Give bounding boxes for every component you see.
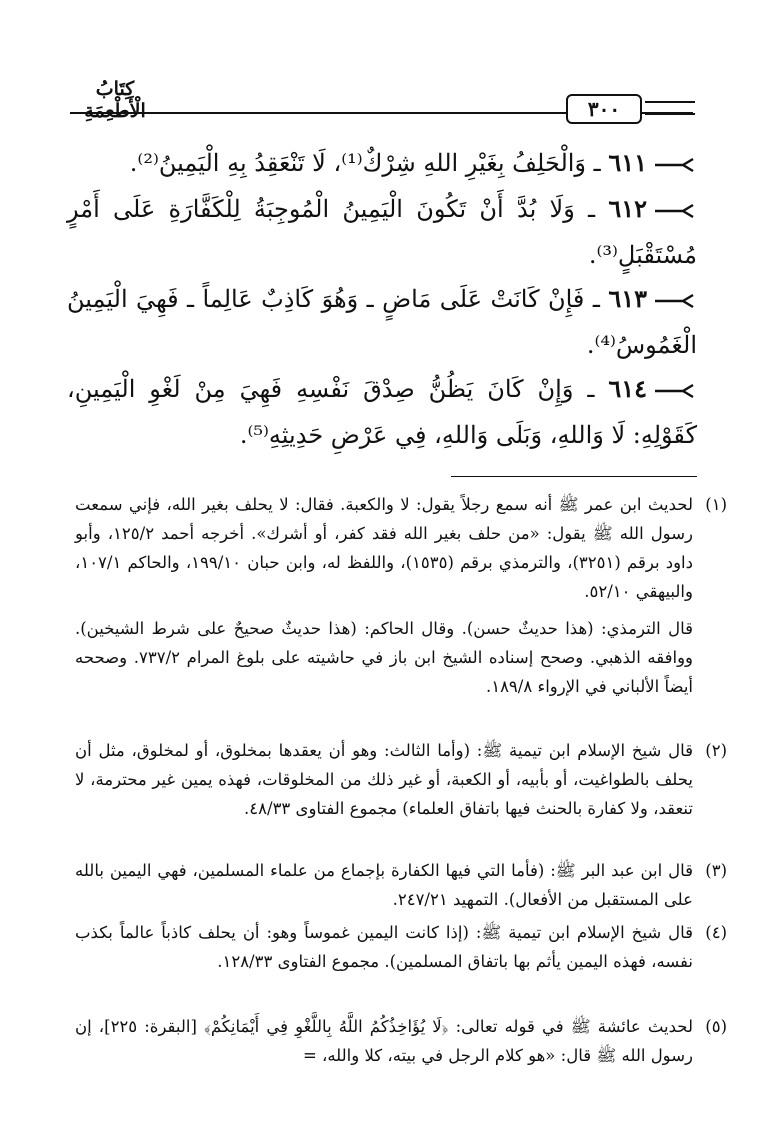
footnote-label: (١)	[705, 495, 727, 514]
footnote-1	[75, 490, 727, 701]
page-number-ornament	[645, 101, 695, 115]
footnote-paragraph: قال الترمذي: (هذا حديثٌ حسن). وقال الحاكم: (هذا حديثٌ صحيحٌ على شرط الشيخين). ووافقه الذهبي. وصحح إسناده الشيخ ابن باز في حاشيته على بلوغ المرام ٧٣٧/٢. وصححه أيضاً الألباني في الإرواء ١٨٩/٨.	[75, 619, 693, 696]
footnote-paragraph: لحديث عائشة ﷺ في قوله تعالى: ﴿لَا يُؤَاخِذُكُمُ اللَّهُ بِاللَّغْوِ فِي أَيْمَانِكُمْ﴾ [البقرة: ٢٢٥]، إن رسول الله ﷺ قال: «هو كلام الرجل في بيته، كلا والله، =	[75, 1017, 693, 1065]
entry-611	[67, 140, 697, 186]
entry-marker-icon	[653, 296, 697, 306]
entry-number: ٦١٢	[608, 194, 648, 223]
entry-614	[67, 366, 697, 458]
footnote-label: (٣)	[705, 861, 727, 880]
book-title: كِتَابُ الْأَطْعِمَةِ	[84, 78, 146, 122]
entry-text: ـ وَالْحَلِفُ بِغَيْرِ اللهِ شِرْكٌ⁽¹⁾، لَا تَنْعَقِدُ بِهِ الْيَمِينُ⁽²⁾.	[129, 149, 601, 177]
entry-number: ٦١١	[608, 148, 647, 177]
entry-613	[67, 276, 697, 368]
footnote-paragraph: قال شيخ الإسلام ابن تيمية ﷺ: (وأما الثالث: وهو أن يعقدها بمخلوق، أو لمخلوق، مثل أن يحلف بالطواغيت، أو بأبيه، أو الكعبة، أو غير ذلك من المخلوقات، فهذه يمين غير محترمة، لا تنعقد، ولا كفارة بالحنث فيها باتفاق العلماء) مجموع الفتاوى ٤٨/٣٣.	[75, 741, 693, 818]
entry-612	[67, 186, 697, 278]
entry-text: ـ وَإِنْ كَانَ يَظُنُّ صِدْقَ نَفْسِهِ فَهِيَ مِنْ لَغْوِ الْيَمِينِ، كَقَوْلِهِ: لَا وَاللهِ، وَبَلَى وَاللهِ، فِي عَرْضِ حَدِيثِهِ⁽⁵⁾.	[67, 375, 697, 449]
entry-number: ٦١٣	[608, 284, 647, 313]
footnote-4	[75, 918, 727, 976]
footnote-label: (٤)	[705, 923, 727, 942]
footnote-paragraph: قال شيخ الإسلام ابن تيمية ﷺ: (إذا كانت اليمين غموساً وهو: أن يحلف كاذباً عالماً بكذب نفسه، فهذه اليمين يأثم بها باتفاق المسلمين). مجموع الفتاوى ١٢٨/٣٣.	[75, 923, 693, 971]
footnote-separator	[451, 476, 697, 477]
footnote-paragraph: قال ابن عبد البر ﷺ: (فأما التي فيها الكفارة بإجماع من علماء المسلمين، فهي اليمين بالله على المستقبل من الأفعال). التمهيد ٢٤٧/٢١.	[75, 861, 693, 909]
entry-marker-icon	[653, 386, 697, 396]
entry-marker-icon	[653, 160, 697, 170]
entry-text: ـ وَلَا بُدَّ أَنْ تَكُونَ الْيَمِينُ الْمُوجِبَةُ لِلْكَفَّارَةِ عَلَى أَمْرٍ مُسْتَقْبَلٍ⁽³⁾.	[67, 195, 697, 269]
footnote-2	[75, 736, 727, 823]
entry-text: ـ فَإِنْ كَانَتْ عَلَى مَاضٍ ـ وَهُوَ كَاذِبٌ عَالِماً ـ فَهِيَ الْيَمِينُ الْغَمُوسُ⁽⁴⁾.	[67, 285, 697, 359]
page-number: ٣٠٠	[566, 94, 642, 124]
footnote-label: (٢)	[705, 741, 727, 760]
entry-number: ٦١٤	[608, 374, 648, 403]
footnote-label: (٥)	[705, 1017, 727, 1036]
footnote-paragraph: لحديث ابن عمر ﷺ أنه سمع رجلاً يقول: لا والكعبة. فقال: لا يحلف بغير الله، فإني سمعت رسول الله ﷺ يقول: «من حلف بغير الله فقد كفر، أو أشرك». أخرجه أحمد ١٢٥/٢، وأبو داود برقم (٣٢٥١)، والترمذي برقم (١٥٣٥)، واللفظ له، وابن حبان ١٩٩/١٠، والحاكم ١٠٧/١، والبيهقي ٥٢/١٠.	[75, 495, 693, 601]
entry-marker-icon	[653, 206, 697, 216]
footnote-5	[75, 1012, 727, 1070]
footnote-3	[75, 856, 727, 914]
